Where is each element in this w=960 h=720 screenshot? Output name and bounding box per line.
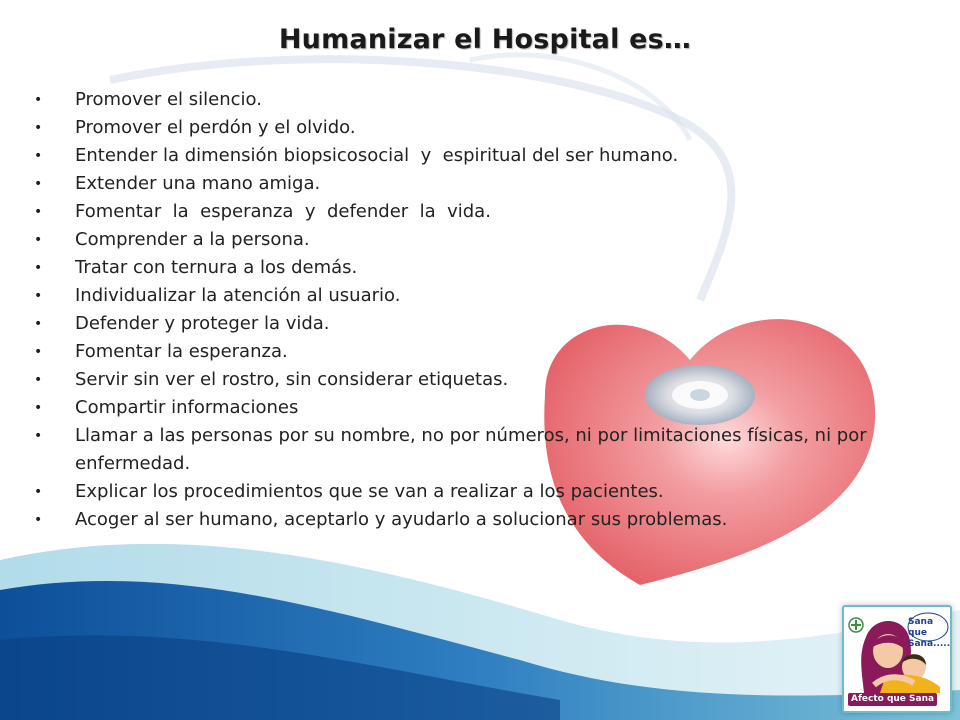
bullet-icon: • bbox=[34, 400, 43, 416]
bullet-icon: • bbox=[34, 148, 43, 164]
list-item: • Comprender a la persona. bbox=[32, 226, 932, 254]
bullet-icon: • bbox=[34, 428, 43, 444]
bullet-icon: • bbox=[34, 288, 43, 304]
bullet-icon: • bbox=[34, 372, 43, 388]
list-item: • Extender una mano amiga. bbox=[32, 170, 932, 198]
list-item: • Tratar con ternura a los demás. bbox=[32, 254, 932, 282]
bullet-icon: • bbox=[34, 512, 43, 528]
list-item: • Promover el perdón y el olvido. bbox=[32, 114, 932, 142]
list-item: • Entender la dimensión biopsicosocial y espiritual del ser humano. bbox=[32, 142, 932, 170]
list-item: • Acoger al ser humano, aceptarlo y ayudarlo a solucionar sus problemas. bbox=[32, 506, 932, 534]
bullet-icon: • bbox=[34, 120, 43, 136]
bullet-icon: • bbox=[34, 176, 43, 192]
bullet-icon: • bbox=[34, 92, 43, 108]
list-item: • Fomentar la esperanza. bbox=[32, 338, 932, 366]
bullet-icon: • bbox=[34, 260, 43, 276]
list-item: • Compartir informaciones bbox=[32, 394, 932, 422]
bullet-list bbox=[32, 86, 932, 534]
bullet-icon: • bbox=[34, 232, 43, 248]
list-item: • Llamar a las personas por su nombre, no por números, ni por limitaciones físicas, ni por enfermedad. bbox=[32, 422, 932, 478]
bullet-icon: • bbox=[34, 316, 43, 332]
list-item: • Promover el silencio. bbox=[32, 86, 932, 114]
logo-bottom-text: Afecto que Sana bbox=[848, 693, 937, 706]
afecto-que-sana-logo bbox=[842, 605, 952, 713]
list-item: • Explicar los procedimientos que se van a realizar a los pacientes. bbox=[32, 478, 932, 506]
bullet-icon: • bbox=[34, 344, 43, 360]
bullet-icon: • bbox=[34, 484, 43, 500]
list-item: • Defender y proteger la vida. bbox=[32, 310, 932, 338]
slide-title: Humanizar el Hospital es… bbox=[278, 24, 692, 55]
list-item: • Individualizar la atención al usuario. bbox=[32, 282, 932, 310]
list-item: • Servir sin ver el rostro, sin considerar etiquetas. bbox=[32, 366, 932, 394]
bullet-icon: • bbox=[34, 204, 43, 220]
logo-top-text: Sana que Sana..... bbox=[908, 617, 951, 649]
list-item: • Fomentar la esperanza y defender la vida. bbox=[32, 198, 932, 226]
